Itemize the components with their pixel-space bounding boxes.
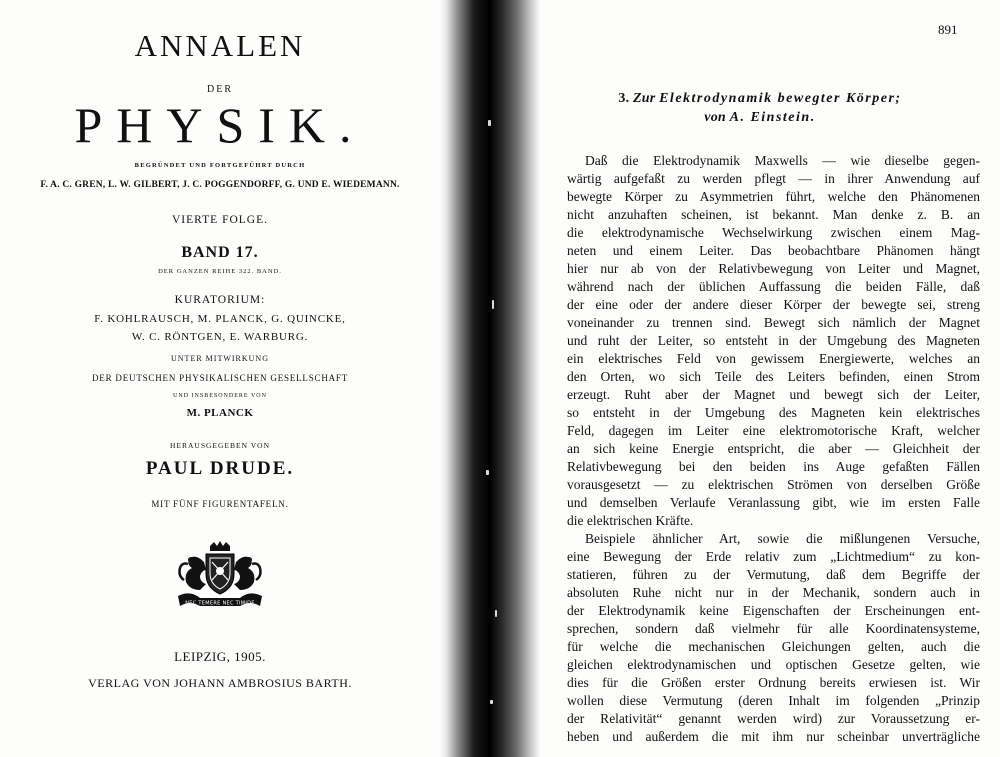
text-line: der eine oder der andere dieser Körper der bewegte sei, streng bbox=[567, 297, 980, 312]
publisher-line: VERLAG VON JOHANN AMBROSIUS BARTH. bbox=[88, 676, 352, 690]
text-line: absoluten Ruhe nicht nur in der Mechanik, sondern auch in bbox=[567, 585, 980, 600]
text-line: der Elektrodynamik keine Eigenschaften der Erscheinungen ent- bbox=[567, 603, 980, 618]
article-number: 3. bbox=[618, 91, 630, 106]
text-line: so entsteht in der Umgebung des Magneten kein elektrisches bbox=[567, 405, 980, 420]
city-year-line: LEIPZIG, 1905. bbox=[174, 649, 266, 664]
founded-line: BEGRÜNDET UND FORTGEFÜHRT DURCH bbox=[134, 162, 306, 169]
text-line: gleichen elektrodynamischen und optischen Gesetze gelten, wie bbox=[567, 657, 980, 672]
series-line: VIERTE FOLGE. bbox=[172, 214, 268, 226]
book-gutter bbox=[440, 0, 540, 757]
text-line: der Relativität“ genannt werden wird) zur Voraussetzung er- bbox=[567, 711, 980, 726]
text-line: vorausgesetzt — zu elektrischen Strömen von derselben Größe bbox=[567, 477, 980, 492]
curatorium-label: KURATORIUM: bbox=[174, 294, 266, 306]
publisher-emblem-icon bbox=[160, 540, 280, 618]
text-line: voneinander zu trennen sind. Bewegt sich nämlich der Magnet bbox=[567, 315, 980, 330]
text-line: die elektrischen Kräfte. bbox=[567, 513, 694, 528]
text-line: heben und außerdem die mit ihm nur scheinbar unverträgliche bbox=[567, 729, 980, 744]
text-line: an sich keine Energie entspricht, die aber — Gleichheit der bbox=[567, 441, 980, 456]
text-line: während nach der üblichen Auffassung die beiden Fälle, daß bbox=[567, 279, 980, 294]
article-title-von: von bbox=[704, 110, 726, 125]
text-line: bewegte Körper zu Asymmetrien führt, welche den Phänomenen bbox=[567, 189, 980, 204]
text-line: wollen diese Vermutung (deren Inhalt im folgenden „Prinzip bbox=[567, 693, 980, 708]
text-line: statieren, führen zu der Vermutung, daß dem Begriffe der bbox=[567, 567, 980, 582]
plates-line: MIT FÜNF FIGURENTAFELN. bbox=[151, 499, 289, 509]
text-line: eine Bewegung der Erde relativ zum „Lichtmedium“ zu kon- bbox=[567, 549, 980, 564]
text-line: Beispiele ähnlicher Art, sowie die mißlungenen Versuche, bbox=[585, 531, 980, 546]
founders-line: F. A. C. GREN, L. W. GILBERT, J. C. POGGENDORFF, G. UND E. WIEDEMANN. bbox=[40, 180, 400, 190]
text-line: die elektrodynamische Wechselwirkung zwischen einem Mag- bbox=[567, 225, 980, 240]
editor-name: PAUL DRUDE. bbox=[145, 458, 295, 479]
text-line: neten und einem Leiter. Das beobachtbare Phänomen hängt bbox=[567, 243, 980, 258]
text-line: ein elektrisches Feld von gewissem Energiewerte, welches an bbox=[567, 351, 980, 366]
text-line: wärtig aufgefaßt zu werden pflegt — in ihrer Anwendung auf bbox=[567, 171, 980, 186]
article-author: A. Einstein. bbox=[729, 110, 816, 125]
curators-line-1: F. KOHLRAUSCH, M. PLANCK, G. QUINCKE, bbox=[94, 313, 346, 325]
text-line: Daß die Elektrodynamik Maxwells — wie dieselbe gegen- bbox=[585, 153, 980, 168]
text-line: hier nur ab von der Relativbewegung von Leiter und Magnet, bbox=[567, 261, 980, 276]
title-page bbox=[0, 0, 440, 757]
text-line: und demselben Verlaufe Veranlassung gibt, wie im ersten Falle bbox=[567, 495, 980, 510]
text-line: dies für die Größen erster Ordnung bereits erwiesen ist. Wir bbox=[567, 675, 980, 690]
article-title-line-1 bbox=[540, 91, 980, 107]
planck-line: M. PLANCK bbox=[186, 407, 254, 419]
journal-title-physik: PHYSIK. bbox=[74, 97, 366, 153]
text-line: den Orten, wo sich Teile des Leiters befinden, einen Strom bbox=[567, 369, 980, 384]
volume-line: BAND 17. bbox=[181, 244, 259, 261]
article-title-line-2 bbox=[540, 110, 980, 126]
text-line: nicht anzuhaften scheinen, ist bekannt. Man denke z. B. an bbox=[567, 207, 980, 222]
text-line: Relativbewegung bei den beiden ins Auge gefaßten Fällen bbox=[567, 459, 980, 474]
text-line: sprechen, sondern daß vielmehr für alle Koordinatensysteme, bbox=[567, 621, 980, 636]
text-line: Feld, dagegen im Leiter eine elektromotorische Kraft, welcher bbox=[567, 423, 980, 438]
text-line: und ruht der Leiter, so entsteht in der Umgebung des Magneten bbox=[567, 333, 980, 348]
editor-label: HERAUSGEGEBEN VON bbox=[170, 441, 270, 450]
participation-line: UNTER MITWIRKUNG bbox=[171, 354, 269, 363]
page-number: 891 bbox=[938, 22, 958, 37]
society-line: DER DEUTSCHEN PHYSIKALISCHEN GESELLSCHAFT bbox=[91, 373, 349, 383]
journal-title-annalen: ANNALEN bbox=[134, 28, 306, 63]
text-line: für welche die mechanischen Gleichungen gelten, auch die bbox=[567, 639, 980, 654]
article-page bbox=[540, 0, 1000, 757]
article-title-main: Elektrodynamik bewegter Körper; bbox=[659, 91, 902, 106]
text-line: erzeugt. Ruht aber der Magnet und bewegt sich der Leiter, bbox=[567, 387, 980, 402]
especially-line: UND INSBESONDERE VON bbox=[173, 393, 267, 399]
article-title-zur: Zur bbox=[633, 91, 656, 106]
svg-text:NEC TEMERE NEC TIMIDE: NEC TEMERE NEC TIMIDE bbox=[185, 600, 255, 607]
journal-title-der: DER bbox=[207, 84, 233, 95]
volume-subline: DER GANZEN REIHE 322. BAND. bbox=[158, 268, 282, 275]
curators-line-2: W. C. RÖNTGEN, E. WARBURG. bbox=[131, 331, 309, 343]
